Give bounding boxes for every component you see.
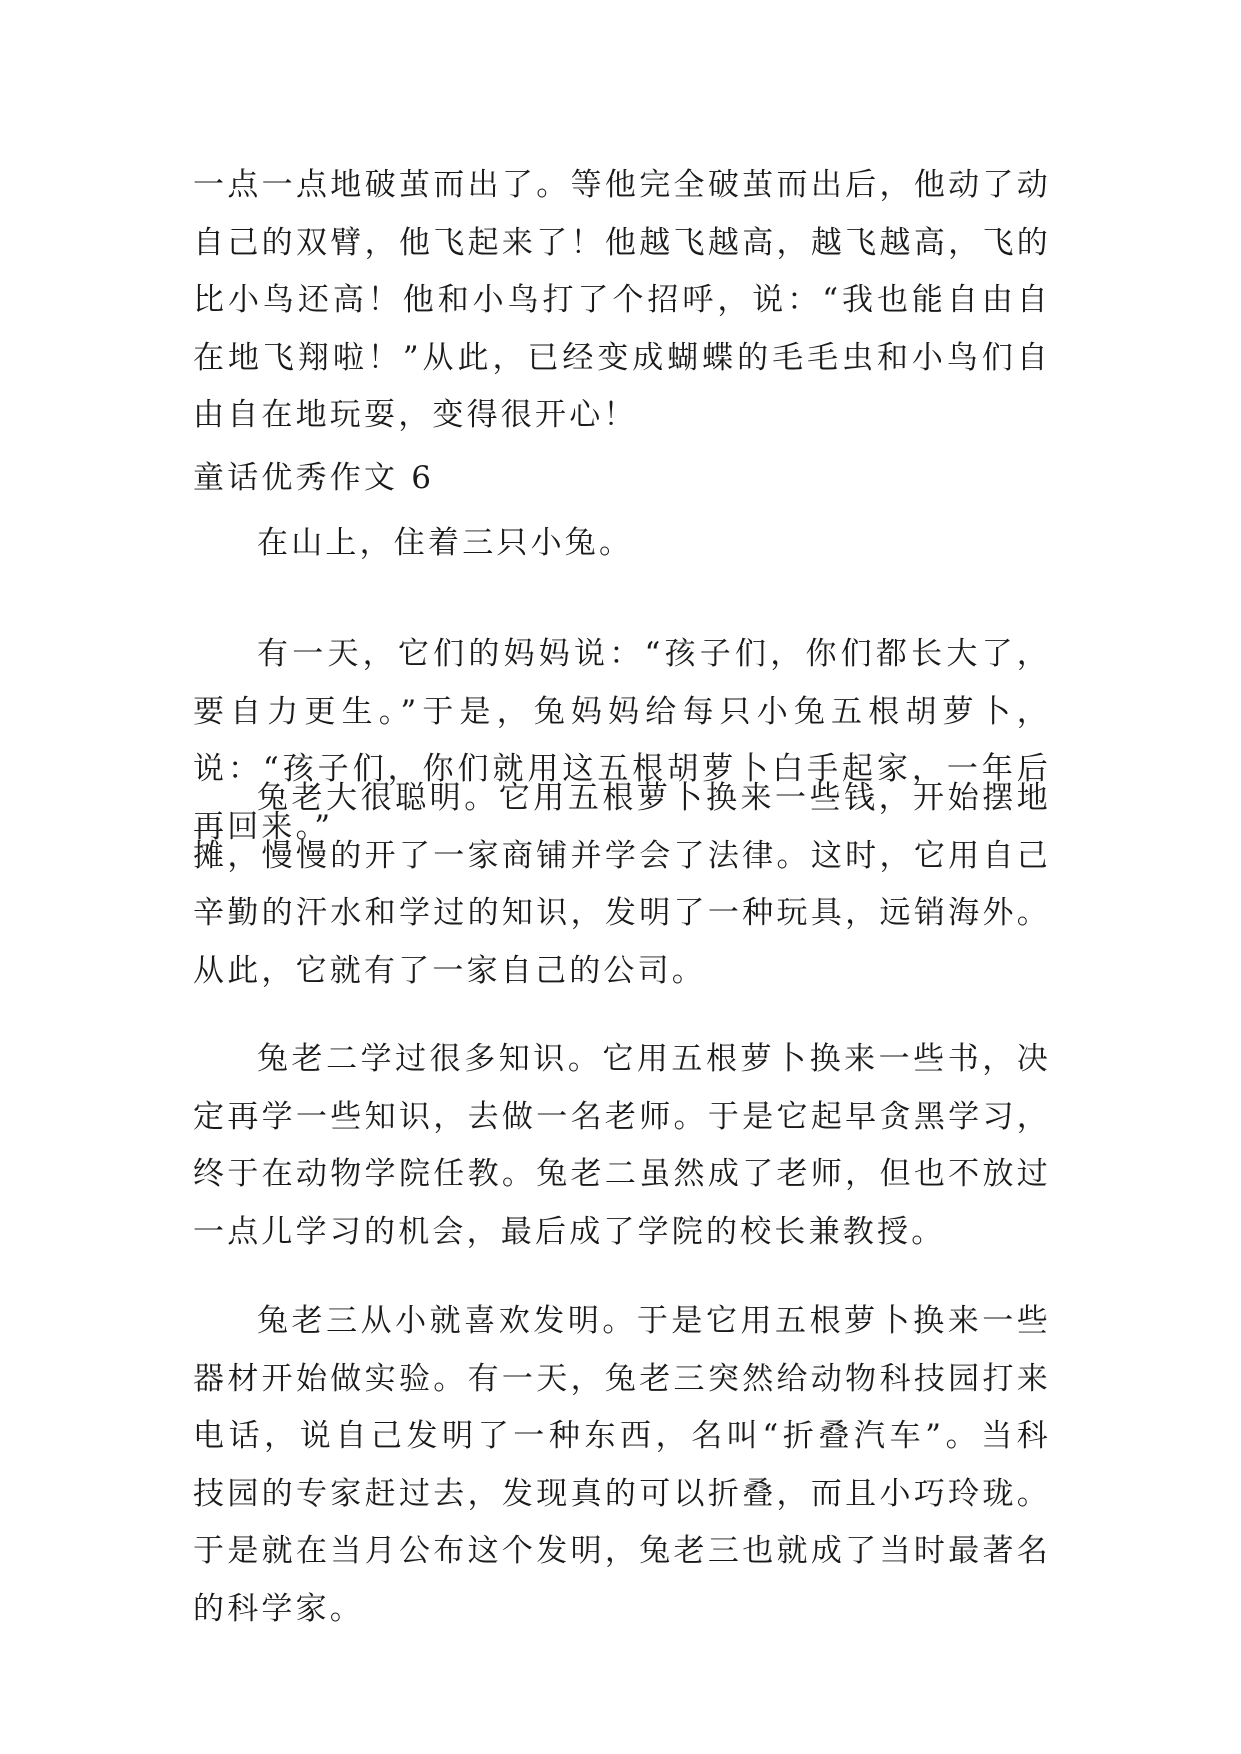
paragraph: 兔老三从小就喜欢发明。于是它用五根萝卜换来一些器材开始做实验。有一天，兔老三突然给动物科技园打来电话，说自己发明了一种东西，名叫“折叠汽车”。当科技园的专家赶过去，发现真的可以折叠，而且小巧玲珑。于是就在当月公布这个发明，兔老三也就成了当时最著名的科学家。 (193, 1303, 1051, 1627)
paragraph: 在山上，住着三只小兔。 (257, 525, 634, 561)
paragraph: 有一天，它们的妈妈说：“孩子们，你们都长大了，要自力更生。”于是，兔妈妈给每只小兔五根胡萝卜，说：“孩子们，你们就用这五根胡萝卜白手起家，一年后再回来。” (193, 636, 1051, 845)
continued-paragraph: 一点一点地破茧而出了。等他完全破茧而出后，他动了动自己的双臂，他飞起来了！他越飞越高，越飞越高，飞的比小鸟还高！他和小鸟打了个招呼，说：“我也能自由自在地飞翔啦！”从此，已经变成蝴蝶的毛毛虫和小鸟们自由自在地玩耍，变得很开心！ (193, 167, 1051, 433)
paragraph: 兔老大很聪明。它用五根萝卜换来一些钱，开始摆地摊，慢慢的开了一家商铺并学会了法律。这时，它用自己辛勤的汗水和学过的知识，发明了一种玩具，远销海外。从此，它就有了一家自己的公司。 (193, 780, 1051, 989)
section-title: 童话优秀作文 6 (193, 460, 435, 496)
paragraph: 兔老二学过很多知识。它用五根萝卜换来一些书，决定再学一些知识，去做一名老师。于是它起早贪黑学习，终于在动物学院任教。兔老二虽然成了老师，但也不放过一点儿学习的机会，最后成了学院的校长兼教授。 (193, 1041, 1051, 1250)
